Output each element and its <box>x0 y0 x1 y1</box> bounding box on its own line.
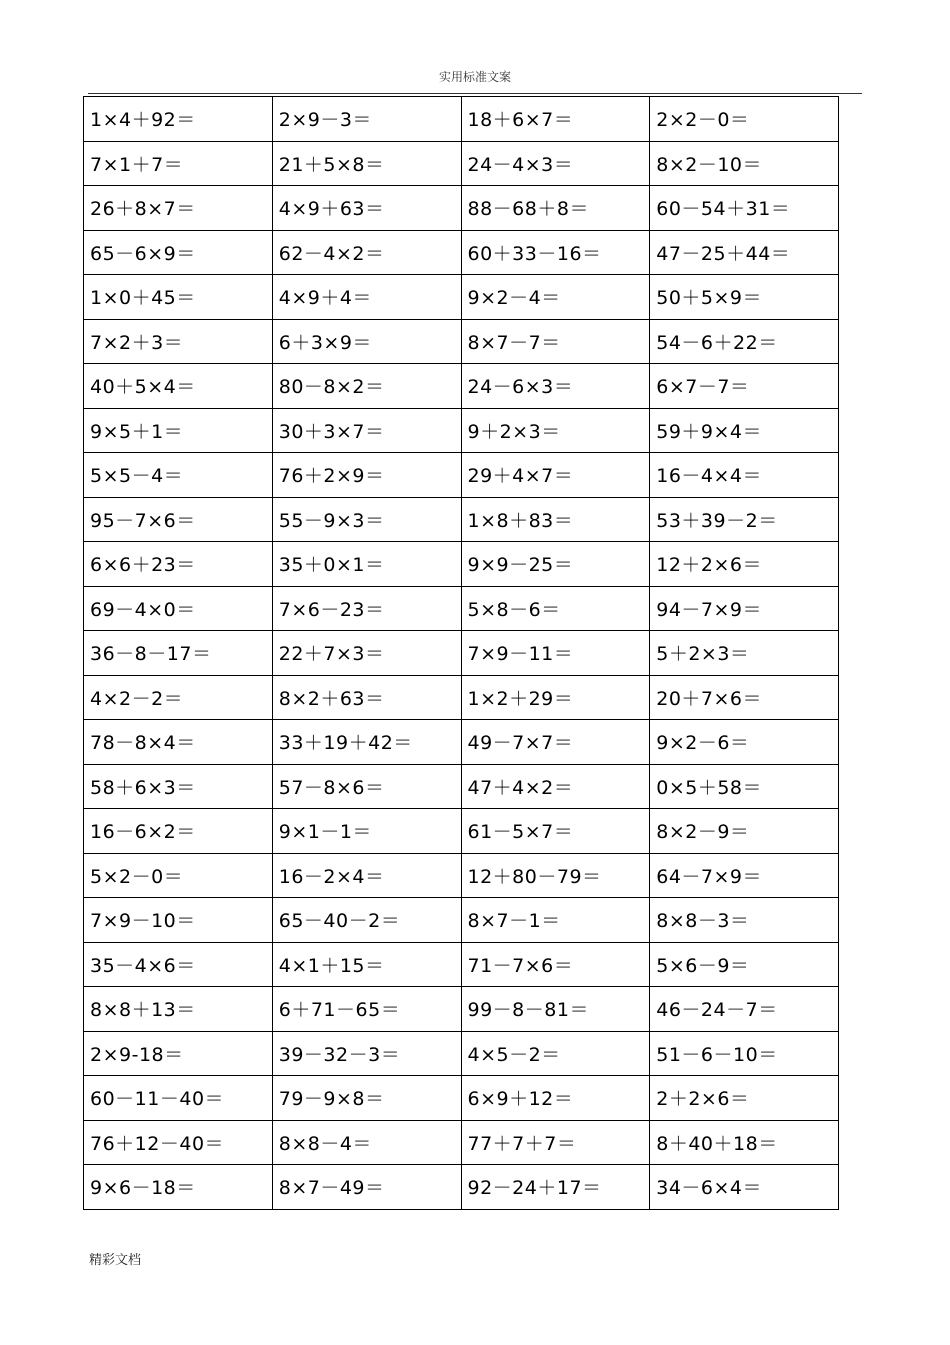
problem-cell: 2×9－3＝ <box>272 97 461 142</box>
problem-cell: 62－4×2＝ <box>272 230 461 275</box>
problem-cell: 8×7－1＝ <box>461 898 650 943</box>
table-row <box>84 141 839 186</box>
table-row <box>84 1076 839 1121</box>
table-row <box>84 586 839 631</box>
problem-cell: 30＋3×7＝ <box>272 408 461 453</box>
table-row <box>84 1120 839 1165</box>
problem-cell: 2＋2×6＝ <box>650 1076 839 1121</box>
problem-cell: 71－7×6＝ <box>461 942 650 987</box>
problem-cell: 65－6×9＝ <box>84 230 273 275</box>
problem-cell: 47－25＋44＝ <box>650 230 839 275</box>
problem-cell: 20＋7×6＝ <box>650 675 839 720</box>
problem-cell: 16－2×4＝ <box>272 853 461 898</box>
problem-cell: 9＋2×3＝ <box>461 408 650 453</box>
problem-cell: 55－9×3＝ <box>272 497 461 542</box>
problem-cell: 22＋7×3＝ <box>272 631 461 676</box>
problem-cell: 6＋71－65＝ <box>272 987 461 1032</box>
problem-cell: 79－9×8＝ <box>272 1076 461 1121</box>
problem-cell: 57－8×6＝ <box>272 764 461 809</box>
problem-cell: 95－7×6＝ <box>84 497 273 542</box>
problem-cell: 9×6－18＝ <box>84 1165 273 1210</box>
table-row <box>84 497 839 542</box>
table-row <box>84 1031 839 1076</box>
table-row <box>84 319 839 364</box>
problem-cell: 1×8＋83＝ <box>461 497 650 542</box>
table-row <box>84 453 839 498</box>
problem-cell: 61－5×7＝ <box>461 809 650 854</box>
problem-cell: 36－8－17＝ <box>84 631 273 676</box>
problem-cell: 69－4×0＝ <box>84 586 273 631</box>
table-row <box>84 942 839 987</box>
problem-cell: 49－7×7＝ <box>461 720 650 765</box>
problem-cell: 5×5－4＝ <box>84 453 273 498</box>
problem-cell: 60－11－40＝ <box>84 1076 273 1121</box>
problem-cell: 33＋19＋42＝ <box>272 720 461 765</box>
table-row <box>84 764 839 809</box>
problem-cell: 26＋8×7＝ <box>84 186 273 231</box>
problem-cell: 8×7－7＝ <box>461 319 650 364</box>
table-row <box>84 720 839 765</box>
table-row <box>84 186 839 231</box>
problem-cell: 7×9－11＝ <box>461 631 650 676</box>
problem-cell: 59＋9×4＝ <box>650 408 839 453</box>
problem-cell: 60＋33－16＝ <box>461 230 650 275</box>
problem-cell: 9×1－1＝ <box>272 809 461 854</box>
table-row <box>84 1165 839 1210</box>
page-footer-text: 精彩文档 <box>89 1253 142 1268</box>
problem-cell: 6×6＋23＝ <box>84 542 273 587</box>
problem-cell: 76＋12－40＝ <box>84 1120 273 1165</box>
problem-cell: 58＋6×3＝ <box>84 764 273 809</box>
problem-cell: 16－4×4＝ <box>650 453 839 498</box>
problem-cell: 12＋2×6＝ <box>650 542 839 587</box>
problem-cell: 53＋39－2＝ <box>650 497 839 542</box>
problem-cell: 29＋4×7＝ <box>461 453 650 498</box>
problem-cell: 8×2＋63＝ <box>272 675 461 720</box>
problem-cell: 60－54＋31＝ <box>650 186 839 231</box>
problem-cell: 4×9＋63＝ <box>272 186 461 231</box>
problem-cell: 5＋2×3＝ <box>650 631 839 676</box>
problem-cell: 8×8－4＝ <box>272 1120 461 1165</box>
problem-cell: 80－8×2＝ <box>272 364 461 409</box>
table-row <box>84 675 839 720</box>
problem-cell: 8×8＋13＝ <box>84 987 273 1032</box>
problem-cell: 7×9－10＝ <box>84 898 273 943</box>
table-row <box>84 542 839 587</box>
table-row <box>84 853 839 898</box>
problem-cell: 16－6×2＝ <box>84 809 273 854</box>
problem-cell: 9×2－6＝ <box>650 720 839 765</box>
problem-cell: 5×2－0＝ <box>84 853 273 898</box>
problem-cell: 21＋5×8＝ <box>272 141 461 186</box>
problem-cell: 39－32－3＝ <box>272 1031 461 1076</box>
problem-cell: 34－6×4＝ <box>650 1165 839 1210</box>
problem-cell: 0×5＋58＝ <box>650 764 839 809</box>
problem-cell: 9×2－4＝ <box>461 275 650 320</box>
problem-cell: 88－68＋8＝ <box>461 186 650 231</box>
problem-cell: 54－6＋22＝ <box>650 319 839 364</box>
page-header-title: 实用标准文案 <box>438 70 511 84</box>
problem-cell: 4×9＋4＝ <box>272 275 461 320</box>
problem-cell: 1×4＋92＝ <box>84 97 273 142</box>
problem-cell: 51－6－10＝ <box>650 1031 839 1076</box>
problem-cell: 2×9-18＝ <box>84 1031 273 1076</box>
problem-cell: 76＋2×9＝ <box>272 453 461 498</box>
table-row <box>84 230 839 275</box>
problem-cell: 50＋5×9＝ <box>650 275 839 320</box>
problem-cell: 47＋4×2＝ <box>461 764 650 809</box>
table-row <box>84 364 839 409</box>
problem-cell: 6＋3×9＝ <box>272 319 461 364</box>
table-row <box>84 408 839 453</box>
table-row <box>84 987 839 1032</box>
problem-cell: 9×5＋1＝ <box>84 408 273 453</box>
problem-cell: 24－6×3＝ <box>461 364 650 409</box>
problem-cell: 78－8×4＝ <box>84 720 273 765</box>
problem-cell: 64－7×9＝ <box>650 853 839 898</box>
problem-cell: 1×0＋45＝ <box>84 275 273 320</box>
table-row <box>84 631 839 676</box>
problem-cell: 7×1＋7＝ <box>84 141 273 186</box>
problem-cell: 6×7－7＝ <box>650 364 839 409</box>
problem-cell: 65－40－2＝ <box>272 898 461 943</box>
problem-cell: 77＋7＋7＝ <box>461 1120 650 1165</box>
problem-cell: 12＋80－79＝ <box>461 853 650 898</box>
problem-cell: 94－7×9＝ <box>650 586 839 631</box>
problem-cell: 8×8－3＝ <box>650 898 839 943</box>
table-row <box>84 898 839 943</box>
problem-cell: 8×2－9＝ <box>650 809 839 854</box>
problem-cell: 40＋5×4＝ <box>84 364 273 409</box>
problem-cell: 5×6－9＝ <box>650 942 839 987</box>
problem-cell: 18＋6×7＝ <box>461 97 650 142</box>
problem-cell: 4×2－2＝ <box>84 675 273 720</box>
table-row <box>84 97 839 142</box>
problem-cell: 6×9＋12＝ <box>461 1076 650 1121</box>
problem-cell: 4×5－2＝ <box>461 1031 650 1076</box>
problem-cell: 5×8－6＝ <box>461 586 650 631</box>
problem-table-body <box>84 97 839 1210</box>
problem-cell: 9×9－25＝ <box>461 542 650 587</box>
problem-cell: 35＋0×1＝ <box>272 542 461 587</box>
problem-cell: 7×2＋3＝ <box>84 319 273 364</box>
problem-cell: 8＋40＋18＝ <box>650 1120 839 1165</box>
problem-cell: 24－4×3＝ <box>461 141 650 186</box>
problem-cell: 35－4×6＝ <box>84 942 273 987</box>
problem-cell: 2×2－0＝ <box>650 97 839 142</box>
problem-cell: 8×2－10＝ <box>650 141 839 186</box>
table-row <box>84 275 839 320</box>
problem-cell: 7×6－23＝ <box>272 586 461 631</box>
problem-cell: 46－24－7＝ <box>650 987 839 1032</box>
header-divider <box>88 93 862 94</box>
problem-cell: 99－8－81＝ <box>461 987 650 1032</box>
problem-cell: 1×2＋29＝ <box>461 675 650 720</box>
problem-cell: 4×1＋15＝ <box>272 942 461 987</box>
table-row <box>84 809 839 854</box>
arithmetic-problem-table <box>83 96 839 1210</box>
problem-cell: 8×7－49＝ <box>272 1165 461 1210</box>
problem-cell: 92－24＋17＝ <box>461 1165 650 1210</box>
